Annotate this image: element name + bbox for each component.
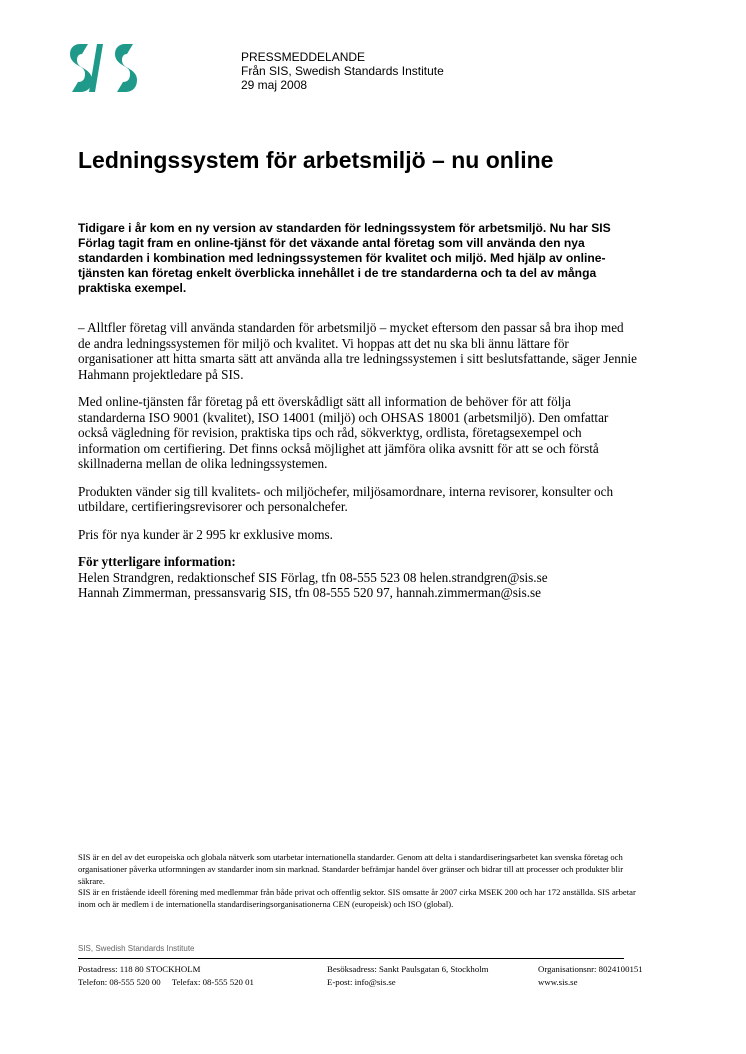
visiting-address: Besöksadress: Sankt Paulsgatan 6, Stockholm [327, 964, 489, 974]
press-label: PRESSMEDDELANDE [241, 50, 366, 64]
postal-address: Postadress: 118 80 STOCKHOLM [78, 964, 201, 974]
fax-number: Telefax: 08-555 520 01 [171, 976, 254, 987]
contact-hannah: Hannah Zimmerman, pressansvarig SIS, tfn 08-555 520 97, hannah.zimmerman@sis.se [78, 585, 541, 600]
headline: Ledningssystem för arbetsmiljö – nu online [78, 147, 554, 173]
footer-org-column [538, 963, 643, 988]
about-sis [78, 852, 638, 911]
footer-postal-column [78, 963, 254, 988]
phone-fax-line [78, 976, 254, 989]
website: www.sis.se [538, 976, 578, 987]
press-header [241, 50, 444, 92]
about-paragraph-2: SIS är en fristående ideell förening med medlemmar från både privat och offentlig sektor. SIS omsatte år 2007 cirka MSEK 200 och har 172 anställda. SIS arbetar inom och är medlem i de internationella standardiseringsorganisationerna CEN (europeisk) och ISO (global). [78, 887, 636, 910]
about-paragraph-1: SIS är en del av det europeiska och globala nätverk som utarbetar internationella standarder. Genom att delta i standardiseringsarbetet kan svenska företag och organisationer påverka utformningen av standarder inom sin marknad. Standarder befrämjar handel över gränser och bidrar till att processer och produkter blir säkrare. [78, 852, 624, 886]
footer-visit-column [327, 963, 489, 988]
contact-heading: För ytterligare information: [78, 554, 236, 569]
footer-divider [78, 958, 624, 959]
paragraph-audience: Produkten vänder sig till kvalitets- och miljöchefer, miljösamordnare, interna revisorer, konsulter och utbildare, certifieringsrevisorer och personalchefer. [78, 483, 614, 514]
paragraph-service: Med online-tjänsten får företag på ett överskådligt sätt all information de behöver för att följa standarderna ISO 9001 (kvalitet), ISO 14001 (miljö) och OHSAS 18001 (arbetsmiljö). Den omfattar också vägledning för revision, praktiska tips och råd, sökverktyg, ordlista, företagsexempel och information om certifiering. Det finns också möjlighet att jämföra olika avsnitt för att se och förstå skillnaderna mellan de olika ledningssystemen. [78, 394, 609, 471]
org-number: Organisationsnr: 8024100151 [538, 964, 643, 974]
phone-number: Telefon: 08-555 520 00 [78, 976, 161, 987]
paragraph-price: Pris för nya kunder är 2 995 kr exklusive moms. [78, 526, 333, 542]
email-address: E-post: info@sis.se [327, 976, 396, 987]
contact-helen: Helen Strandgren, redaktionschef SIS Förlag, tfn 08-555 523 08 helen.strandgren@sis.se [78, 569, 548, 585]
paragraph-quote: – Alltfler företag vill använda standarden för arbetsmiljö – mycket eftersom den passar så bra ihop med de andra ledningssystemen för miljö och kvalitet. Vi hoppas att det nu ska bli ännu lättare för organisationer att hitta smarta sätt att använda alla tre ledningssystemen i sitt beslutsfattande, säger Jennie Hahmann projektledare på SIS. [78, 320, 637, 382]
lead-paragraph: Tidigare i år kom en ny version av standarden för ledningssystem för arbetsmiljö. Nu har SIS Förlag tagit fram en online-tjänst för det växande antal företag som vill använda den nya standarden i kombination med ledningssystemen för kvalitet och miljö. Med hjälp av online-tjänsten kan företag enkelt överblicka innehållet i de tre standarderna och ta del av många praktiska exempel. [78, 221, 611, 295]
sis-logo [70, 44, 142, 92]
contact-block [78, 554, 638, 601]
body-text [78, 320, 638, 601]
release-date: 29 maj 2008 [241, 78, 308, 92]
footer-org-name: SIS, Swedish Standards Institute [78, 944, 195, 953]
sender: Från SIS, Swedish Standards Institute [241, 64, 444, 78]
